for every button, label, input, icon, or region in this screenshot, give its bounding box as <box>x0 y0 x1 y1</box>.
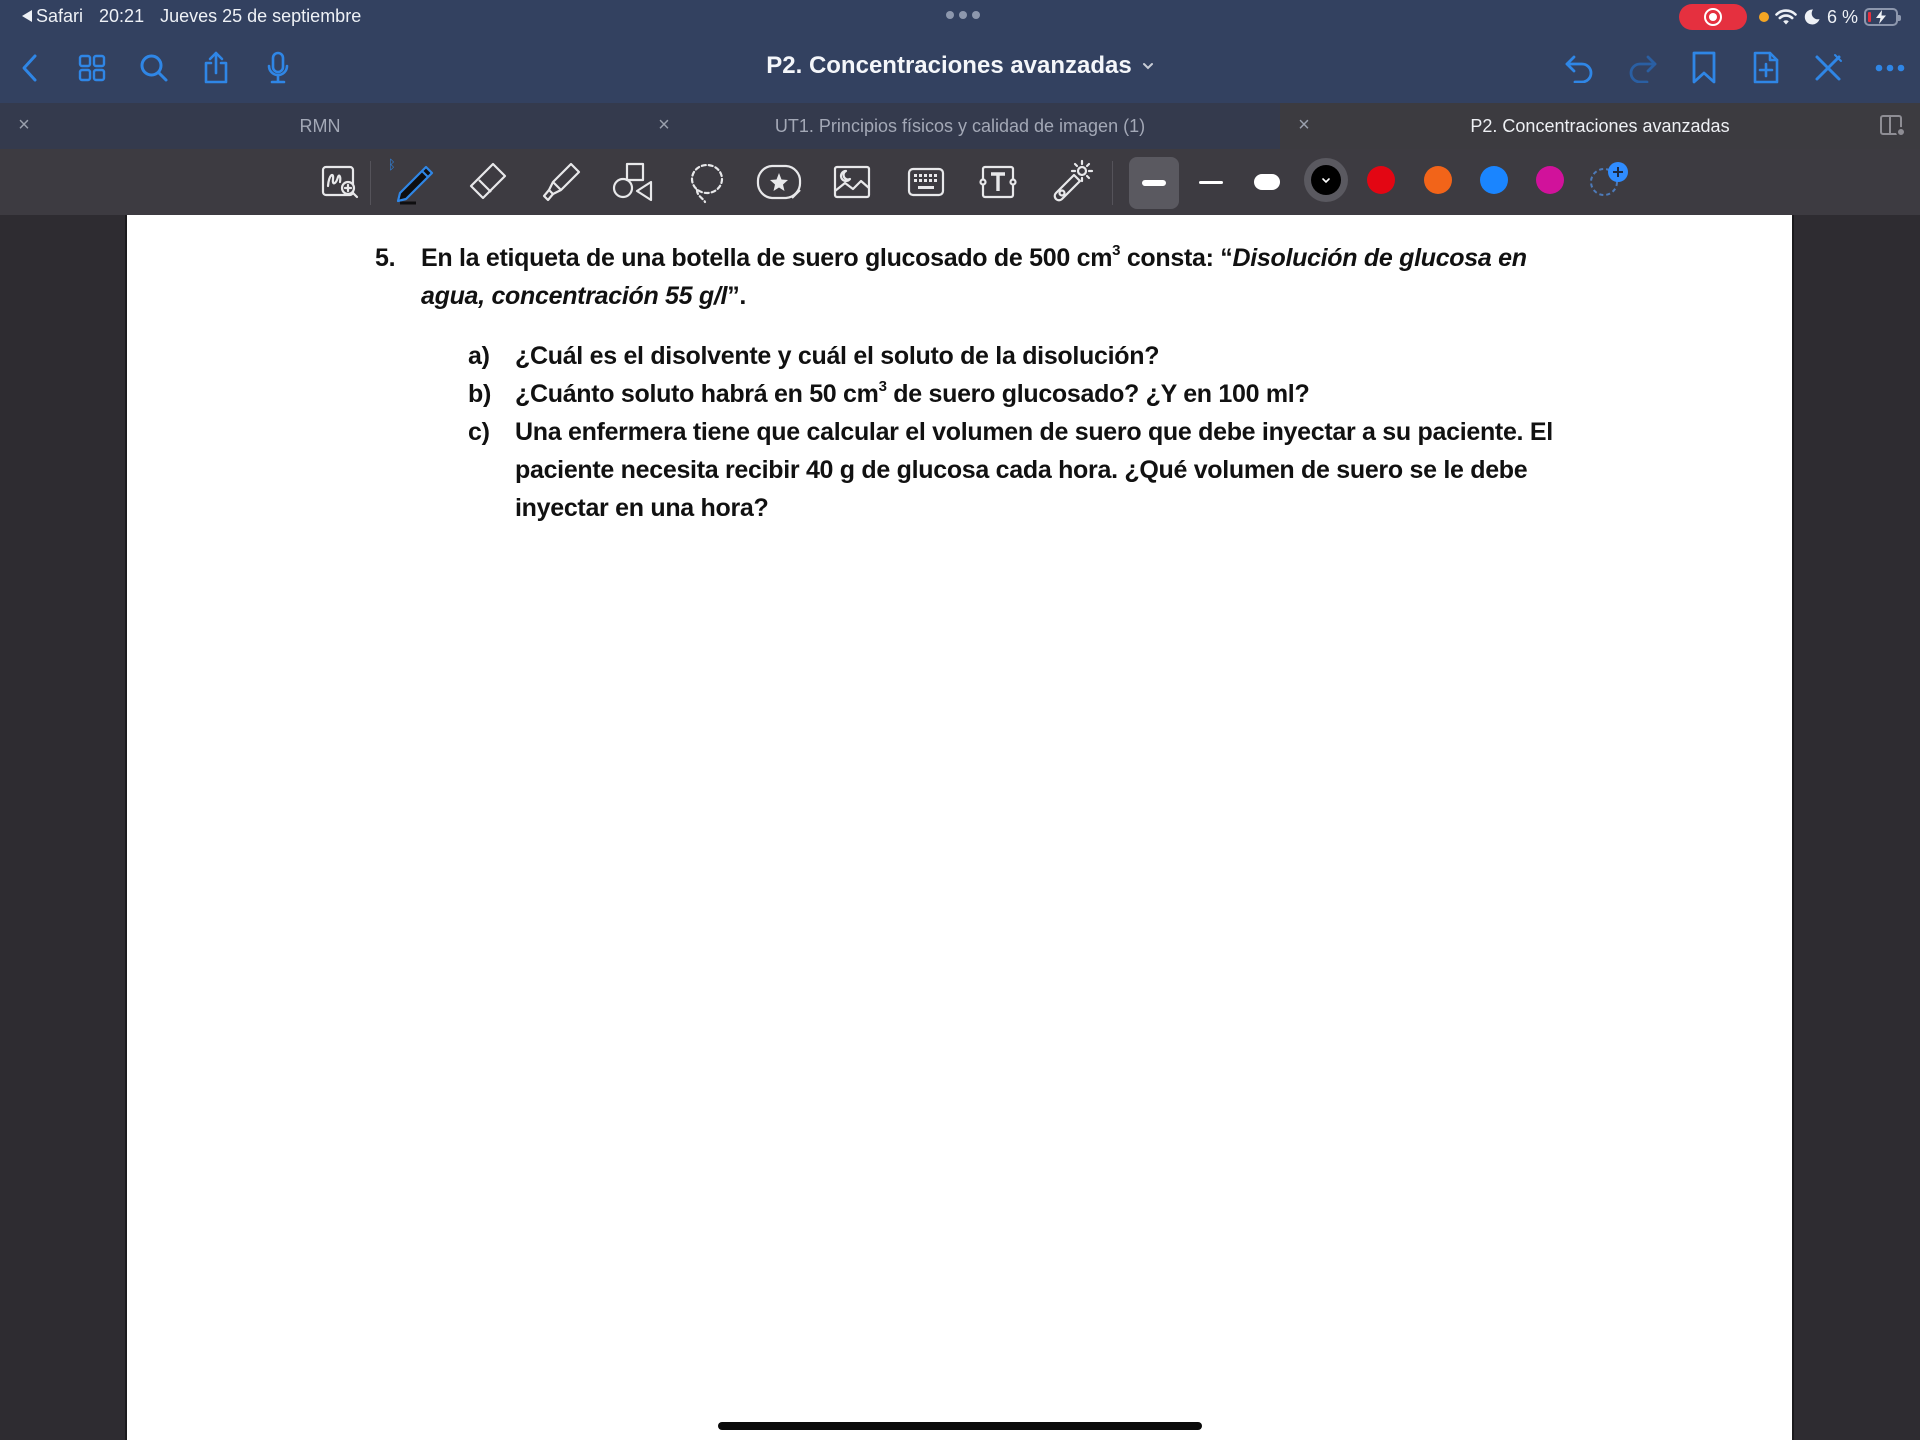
microphone-icon[interactable] <box>258 48 298 88</box>
part-c-label: c) <box>468 418 490 446</box>
undo-icon[interactable] <box>1560 48 1600 88</box>
image-tool-icon[interactable] <box>828 157 878 207</box>
bookmark-icon[interactable] <box>1684 48 1724 88</box>
question-number: 5. <box>375 244 396 272</box>
color-swatch-red[interactable] <box>1367 166 1395 194</box>
part-c-line-2: paciente necesita recibir 40 g de glucosa cada hora. ¿Qué volumen de suero se le debe <box>515 456 1528 484</box>
battery-charging-icon <box>1864 8 1898 26</box>
status-bar-right <box>1679 4 1898 30</box>
annotation-toolbar <box>0 149 1920 215</box>
color-swatch-blue[interactable] <box>1480 166 1508 194</box>
multitasking-dots-icon[interactable] <box>946 11 980 19</box>
color-swatch-black-selected[interactable] <box>1304 158 1348 202</box>
back-icon[interactable] <box>10 48 50 88</box>
share-icon[interactable] <box>196 48 236 88</box>
tab-rmn[interactable] <box>0 103 640 149</box>
toolbar-divider <box>1112 161 1113 205</box>
close-tab-icon[interactable]: × <box>18 114 30 136</box>
text-tool-icon[interactable] <box>974 157 1024 207</box>
svg-text:ᛒ: ᛒ <box>388 158 396 173</box>
question-line-2: agua, concentración 55 g/l”. <box>421 282 747 310</box>
chevron-down-icon <box>1142 62 1154 70</box>
toolbar-divider <box>370 161 371 205</box>
add-page-icon[interactable] <box>1746 48 1786 88</box>
status-bar-left <box>22 5 377 27</box>
highlighter-tool-icon[interactable] <box>536 157 586 207</box>
part-c-line-1: Una enfermera tiene que calcular el volumen de suero que debe inyectar a su paciente. El <box>515 418 1553 446</box>
pen-tool-selected-icon[interactable] <box>388 157 438 207</box>
stroke-thick-selected[interactable] <box>1129 157 1179 209</box>
tab-ut1[interactable] <box>640 103 1280 149</box>
color-swatch-magenta[interactable] <box>1536 166 1564 194</box>
tab-label: P2. Concentraciones avanzadas <box>1470 115 1730 136</box>
eraser-tool-icon[interactable] <box>462 157 512 207</box>
tab-label: UT1. Principios físicos y calidad de imagen (1) <box>774 115 1146 136</box>
document-title-button[interactable] <box>766 52 1153 80</box>
stroke-round-button[interactable] <box>1242 157 1292 207</box>
part-a-text: ¿Cuál es el disolvente y cuál el soluto de la disolución? <box>515 342 1160 370</box>
close-pen-mode-icon[interactable] <box>1808 48 1848 88</box>
more-icon[interactable] <box>1870 48 1910 88</box>
chevron-down-icon <box>1321 177 1331 184</box>
add-color-icon <box>1586 160 1632 200</box>
part-b-label: b) <box>468 380 491 408</box>
laser-pointer-tool-icon[interactable] <box>1046 157 1096 207</box>
mic-in-use-dot <box>1759 12 1769 22</box>
stroke-thin-button[interactable] <box>1186 157 1236 207</box>
close-tab-icon[interactable]: × <box>658 114 670 136</box>
status-date: Jueves 25 de septiembre <box>160 5 362 26</box>
color-black-dot <box>1311 165 1341 195</box>
part-a-label: a) <box>468 342 490 370</box>
back-app-label[interactable]: Safari <box>36 5 84 26</box>
close-tab-icon[interactable]: × <box>1298 114 1310 136</box>
redo-icon[interactable] <box>1622 48 1662 88</box>
tab-bar <box>0 103 1920 149</box>
part-b-text: ¿Cuánto soluto habrá en 50 $cm^3$ de suero glucosado? ¿Y en 100 ml? <box>515 378 1310 408</box>
do-not-disturb-moon-icon <box>1803 8 1821 26</box>
home-indicator[interactable] <box>718 1422 1202 1430</box>
pdf-page[interactable] <box>127 215 1792 1440</box>
shapes-tool-icon[interactable] <box>608 157 658 207</box>
color-swatch-orange[interactable] <box>1424 166 1452 194</box>
tab-p2-active[interactable] <box>1280 103 1920 149</box>
question-line-1: En la etiqueta de una botella de suero glucosado de 500 $cm^3$ consta: “Disolución de glucosa en <box>421 242 1527 272</box>
stroke-thin-icon <box>1199 181 1223 184</box>
top-bar <box>0 0 1920 103</box>
keyboard-tool-icon[interactable] <box>902 157 952 207</box>
add-color-button[interactable] <box>1586 160 1632 200</box>
search-icon[interactable] <box>134 48 174 88</box>
tab-label: RMN <box>299 115 341 136</box>
stroke-thick-icon <box>1142 180 1166 186</box>
back-to-app-icon[interactable] <box>22 10 32 22</box>
screen-recording-indicator[interactable] <box>1679 4 1747 30</box>
stroke-round-icon <box>1254 174 1280 190</box>
grid-icon[interactable] <box>72 48 112 88</box>
wifi-icon <box>1775 8 1797 26</box>
split-view-icon[interactable] <box>1880 115 1906 137</box>
part-c-line-3: inyectar en una hora? <box>515 494 769 522</box>
status-time: 20:21 <box>99 5 145 26</box>
document-title: P2. Concentraciones avanzadas <box>766 52 1132 79</box>
zoom-window-tool-icon[interactable] <box>316 157 366 207</box>
battery-percent: 6 % <box>1826 6 1858 27</box>
elements-sticker-tool-icon[interactable] <box>754 157 804 207</box>
lasso-tool-icon[interactable] <box>682 157 732 207</box>
